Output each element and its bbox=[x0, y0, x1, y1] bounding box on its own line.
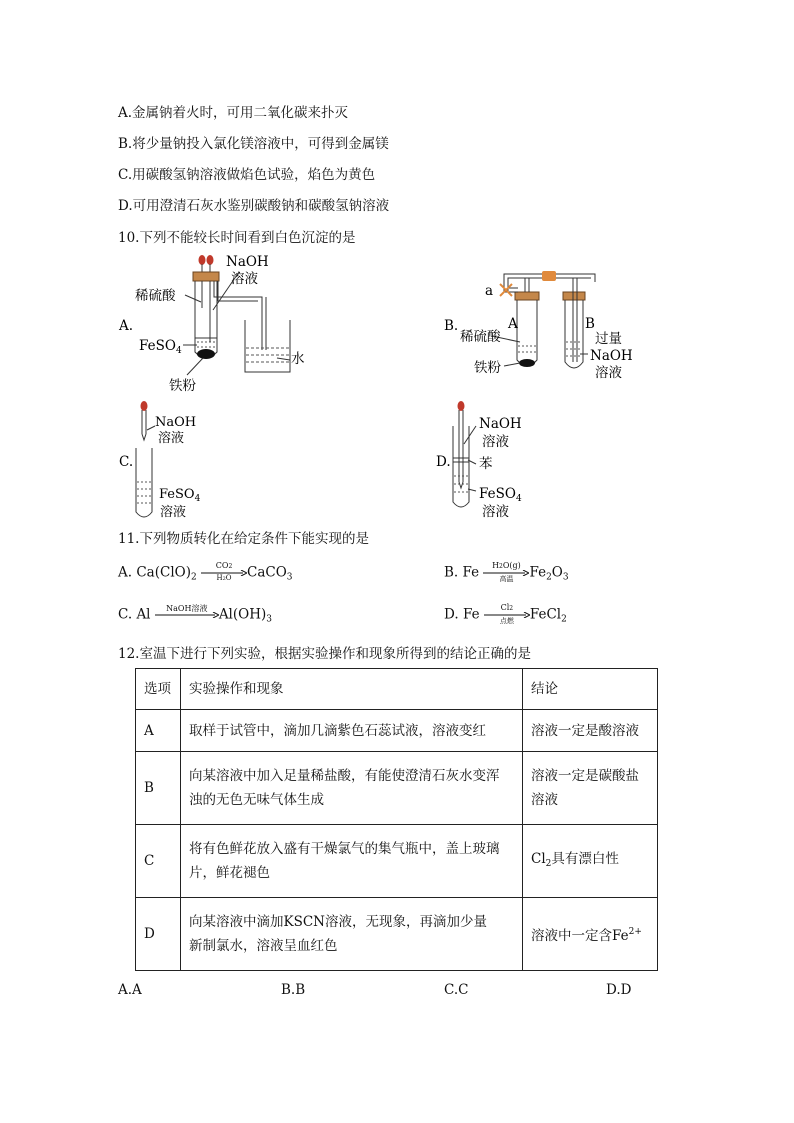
q10a-acid: 稀硫酸 bbox=[135, 288, 176, 304]
table-header-row bbox=[136, 669, 658, 710]
q11-stem: 11.下列物质转化在给定条件下能实现的是 bbox=[118, 531, 369, 547]
q10b-tube-b: B bbox=[585, 316, 595, 332]
reaction-arrow-icon: Cl2 点燃 bbox=[484, 606, 530, 624]
q12-answer-d: D.D bbox=[606, 982, 632, 998]
table-row: A 取样于试管中，滴加几滴紫色石蕊试液，溶液变红 溶液一定是酸溶液 bbox=[136, 710, 658, 752]
q12-answer-a: A.A bbox=[118, 982, 142, 998]
q10b-naoh: NaOH bbox=[590, 348, 633, 364]
table-header: 实验操作和现象 bbox=[181, 669, 523, 710]
q10b-excess: 过量 bbox=[595, 331, 622, 347]
q9-option-c: C.用碳酸氢钠溶液做焰色试验，焰色为黄色 bbox=[118, 167, 376, 183]
q10a-water: 水 bbox=[291, 351, 305, 367]
q10c-letter: C. bbox=[119, 454, 134, 470]
q10d-benzene: 苯 bbox=[479, 456, 493, 472]
table-header: 结论 bbox=[523, 669, 658, 710]
q10-diagram-b bbox=[440, 262, 640, 382]
q10a-sub4: 4 bbox=[175, 346, 182, 356]
q10b-a: a bbox=[485, 283, 494, 299]
q9-option-d: D.可用澄清石灰水鉴别碳酸钠和碳酸氢钠溶液 bbox=[118, 198, 390, 214]
reaction-arrow-icon: H2O(g) 高温 bbox=[483, 564, 529, 582]
svg-text:FeSO4 bbox=[159, 487, 201, 504]
q10b-letter: B. bbox=[444, 318, 459, 334]
q10a-naoh: NaOH bbox=[226, 254, 269, 270]
q12-answer-c: C.C bbox=[444, 982, 469, 998]
table-header: 选项 bbox=[136, 669, 181, 710]
q10d-rongye: 溶液 bbox=[482, 434, 509, 450]
svg-text:FeSO4 bbox=[479, 486, 522, 504]
q10-diagram-d bbox=[432, 396, 632, 524]
table-row: D 向某溶液中滴加KSCN溶液，无现象，再滴加少量 新制氯水，溶液呈血红色 溶液中一定含$Fe^{2+}$ bbox=[136, 898, 658, 971]
q10c-rongye2: 溶液 bbox=[160, 505, 187, 520]
q10d-sub4: 4 bbox=[515, 494, 522, 504]
q9-option-b: B.将少量钠投入氯化镁溶液中，可得到金属镁 bbox=[118, 136, 389, 152]
q12-answer-b: B.B bbox=[281, 982, 306, 998]
q10-diagram-a bbox=[115, 250, 315, 395]
q10-stem: 10.下列不能较长时间看到白色沉淀的是 bbox=[118, 230, 356, 246]
q10d-letter: D. bbox=[436, 454, 451, 470]
q10b-iron: 铁粉 bbox=[474, 360, 501, 376]
q10b-rongye: 溶液 bbox=[595, 365, 622, 381]
q9-option-a: A.金属钠着火时，可用二氧化碳来扑灭 bbox=[118, 105, 349, 121]
q10c-feso4: FeSO bbox=[159, 487, 195, 502]
q10a-iron: 铁粉 bbox=[169, 378, 196, 394]
q11-option-d: D. Fe Cl2 点燃 FeCl$_2$ bbox=[444, 603, 567, 625]
q10c-naoh: NaOH bbox=[155, 415, 197, 430]
q11-option-c: C. Al NaOH溶液 $Al(OH)_3$ bbox=[118, 604, 272, 625]
q11-option-b: B. Fe H2O(g) 高温 $Fe_2O_3$ bbox=[444, 561, 569, 583]
q11-option-a: A. $Ca(ClO)_2$ CO2 H2O CaCO$_3$ bbox=[118, 561, 293, 583]
q10d-rongye2: 溶液 bbox=[482, 504, 509, 520]
svg-text:FeSO4 bbox=[139, 338, 182, 356]
table-row: B 向某溶液中加入足量稀盐酸，有能使澄清石灰水变浑 浊的无色无味气体生成 溶液一定是碳酸盐 溶液 bbox=[136, 752, 658, 825]
q10c-rongye: 溶液 bbox=[158, 431, 185, 446]
table-row: C 将有色鲜花放入盛有干燥氯气的集气瓶中，盖上玻璃 片，鲜花褪色 $Cl_2$具有漂白性 bbox=[136, 825, 658, 898]
q10a-rongye: 溶液 bbox=[231, 271, 258, 287]
q10d-feso4: FeSO bbox=[479, 486, 516, 502]
q10a-letter: A. bbox=[119, 318, 134, 334]
q10b-tube-a: A bbox=[508, 316, 518, 332]
q10d-naoh: NaOH bbox=[479, 416, 522, 432]
reaction-arrow-icon: CO2 H2O bbox=[201, 564, 247, 582]
q10c-sub4: 4 bbox=[194, 494, 201, 504]
q12-table bbox=[135, 668, 658, 971]
q12-stem: 12.室温下进行下列实验，根据实验操作和现象所得到的结论正确的是 bbox=[118, 646, 531, 662]
q10b-acid: 稀硫酸 bbox=[460, 329, 501, 345]
reaction-arrow-icon: NaOH溶液 bbox=[155, 606, 219, 624]
q10-diagram-c bbox=[115, 396, 315, 524]
q10a-feso4: FeSO bbox=[139, 338, 176, 354]
